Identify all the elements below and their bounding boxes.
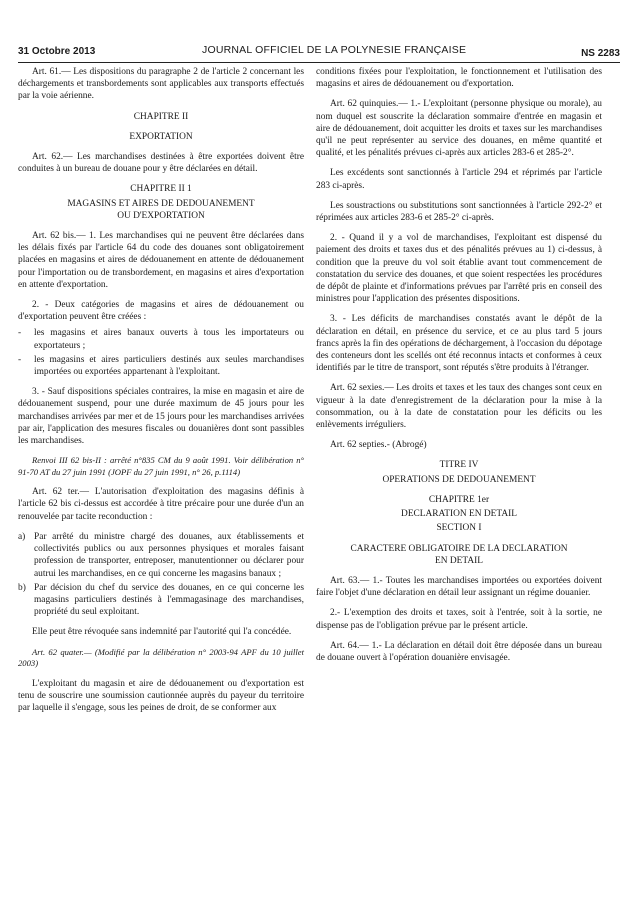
article-62-quater-note: Art. 62 quater.— (Modifié par la délibération n° 2003-94 APF du 10 juillet 2003) — [18, 646, 304, 669]
header-rule — [18, 62, 620, 63]
list-item — [18, 327, 304, 351]
article-62-septies: Art. 62 septies.- (Abrogé) — [330, 440, 427, 451]
chapter-heading: CHAPITRE II — [133, 111, 189, 122]
article-62-quater: L'exploitant du magasin et aire de dédouanement ou d'exportation est tenu de souscrire une soumission cautionnée auprès du payeur du territoire par laquelle il s'engage, sous les peines de droit, de se conformer aux — [18, 678, 304, 713]
page-header — [18, 44, 620, 62]
section-title-line-1: CARACTERE OBLIGATOIRE DE LA DECLARATION — [350, 543, 568, 554]
revocation-paragraph: Elle peut être révoquée sans indemnité par l'autorité qui l'a concédée. — [32, 627, 292, 638]
list-item — [18, 354, 304, 378]
substitution-paragraph: Les soustractions ou substitutions sont sanctionnées à l'article 292-2° et réprimées aux articles 283-6 et 285-2° ci-après. — [316, 200, 602, 224]
theft-paragraph: 2. - Quand il y a vol de marchandises, l'exploitant est dispensé du paiement des droits et taxes dus et des pénalités prévues au 1) ci-dessus, à condition que la preuve du vol soit établie avant tout commencement de constatation du service des douanes, et que soient respectées les procédures de dépôt de plainte et d'informations prévues par l'arrêté pris en conseil des ministres pour l'application des présentes dispositions. — [316, 233, 602, 305]
list-marker: b) — [18, 582, 26, 593]
article-62: Art. 62.— Les marchandises destinées à être exportées doivent être conduites à un bureau de douane pour y être déclarées en détail. — [18, 152, 304, 175]
excess-paragraph: Les excédents sont sanctionnés à l'article 294 et réprimés par l'article 283 ci-après. — [316, 168, 602, 191]
chapter-title-line-1: MAGASINS ET AIRES DE DEDOUANEMENT — [67, 198, 255, 209]
list-item-text: les magasins et aires particuliers destinés aux seules marchandises importées ou exportées appartenant à l'exploitant. — [34, 354, 304, 378]
page-number: NS 2283 — [581, 48, 620, 59]
issue-date: 31 Octobre 2013 — [18, 46, 96, 57]
list-marker: - — [18, 354, 22, 365]
list-item-text: les magasins et aires banaux ouverts à tous les importateurs ou exportateurs ; — [34, 328, 304, 351]
article-61: Art. 61.— Les dispositions du paragraphe 2 de l'article 2 concernant les déchargements et transbordements sont applicables aux transports effectués par la voie aérienne. — [18, 67, 304, 102]
journal-title: JOURNAL OFFICIEL DE LA POLYNESIE FRANÇAISE — [202, 44, 467, 56]
chapter-title-line-2: OU D'EXPORTATION — [117, 210, 205, 221]
list-marker: - — [18, 328, 22, 339]
article-62-bis: Art. 62 bis.— 1. Les marchandises qui ne peuvent être déclarées dans les délais fixés par l'article 64 du code des douanes sont obligatoirement placées en magasins et aires de dédouanement en attente de dédouanement pour l'importation ou de transbordement, en magasins et aires d'exportation en attente d'exportation. — [18, 231, 304, 290]
article-63-2: 2.- L'exemption des droits et taxes, soit à l'entrée, soit à la sortie, ne dispense pas de l'obligation prévue par le présent article. — [316, 608, 602, 631]
deficit-paragraph: 3. - Les déficits de marchandises constatés avant le dépôt de la déclaration en détail, en présence du service, et ce au plus tard 5 jours francs après la fin des opérations de déchargement, à l'occasion du dépotage des conteneurs dont les scellés ont été reconnus intacts et conformes à ceux identifiés par le titre de transport, sont réputés s'être produits à l'étranger. — [316, 314, 602, 374]
article-62-quinquies: Art. 62 quinquies.— 1.- L'exploitant (personne physique ou morale), au nom duquel est souscrite la déclaration sommaire d'entrée en magasin et aire de dédouanement, doit acquitter les droits et taxes sur les marchandises qu'il ne peut représenter au service des douanes, en même quantité et qualité, et les pénalités prévues ci-après aux articles 283-6 et 285-2°. — [316, 99, 602, 159]
reference-note: Renvoi III 62 bis-II : arrêté n°835 CM du 9 août 1991. Voir délibération n° 91-70 AT du 27 juin 1991 (JOPF du 27 juin 1991, n° 26, p.1114) — [18, 455, 304, 477]
list-item — [18, 582, 304, 619]
article-62-bis-2: 2. - Deux catégories de magasins et aires de dédouanement ou d'exportation peuvent être créées : — [18, 300, 304, 323]
article-63-1: Art. 63.— 1.- Toutes les marchandises importées ou exportées doivent faire l'objet d'une déclaration en détail leur assignant un régime douanier. — [316, 575, 602, 599]
left-column — [18, 66, 304, 722]
title-name: OPERATIONS DE DEDOUANEMENT — [382, 474, 536, 485]
article-62-sexies: Art. 62 sexies.— Les droits et taxes et les taux des changes sont ceux en vigueur à la date d'enregistrement de la déclaration pour la mise à la consommation, ou à la date de constatation pour les déficits ou les enlèvements irréguliers. — [316, 383, 602, 431]
chapter-title: EXPORTATION — [129, 131, 193, 142]
chapter-title: DECLARATION EN DETAIL — [401, 509, 517, 520]
list-item-text: Par décision du chef du service des douanes, en ce qui concerne les magasins particuliers destinés à l'emmagasinage des marchandises, propriété du seul exploitant. — [34, 582, 304, 618]
article-62-bis-3: 3. - Sauf dispositions spéciales contraires, la mise en magasin et aire de dédouanement suspend, pour une durée maximum de 45 jours pour les marchandises arrivées par mer et de 15 jours pour les marchandises arrivées par air, l'application des mesures fiscales ou douanières dont sont passibles les marchandises. — [18, 387, 304, 447]
list-item — [18, 531, 304, 580]
chapter-heading: CHAPITRE 1er — [428, 494, 490, 505]
section-heading: SECTION I — [436, 523, 482, 534]
title-heading: TITRE IV — [439, 460, 479, 471]
right-column — [316, 66, 602, 672]
list-marker: a) — [18, 531, 26, 542]
chapter-heading: CHAPITRE II 1 — [130, 184, 192, 195]
article-62-quater-continued: conditions fixées pour l'exploitation, le fonctionnement et l'utilisation des magasins et aires de dédouanement ou d'exportation. — [316, 67, 602, 90]
list-item-text: Par arrêté du ministre chargé des douanes, aux établissements et collectivités publics ou aux personnes physiques et morales faisant profession de transporter, entreposer, manutentionner ou déclarer pour autrui les marchandises, en ce qui concerne les magasins banaux ; — [34, 531, 304, 579]
article-62-ter: Art. 62 ter.— L'autorisation d'exploitation des magasins définis à l'article 62 bis ci-dessus est accordée à titre précaire pour une durée d'un an renouvelée par tacite reconduction : — [18, 487, 304, 522]
section-title-line-2: EN DETAIL — [435, 555, 483, 566]
article-64: Art. 64.— 1.- La déclaration en détail doit être déposée dans un bureau de douane ouvert à l'opération douanière envisagée. — [316, 640, 602, 663]
